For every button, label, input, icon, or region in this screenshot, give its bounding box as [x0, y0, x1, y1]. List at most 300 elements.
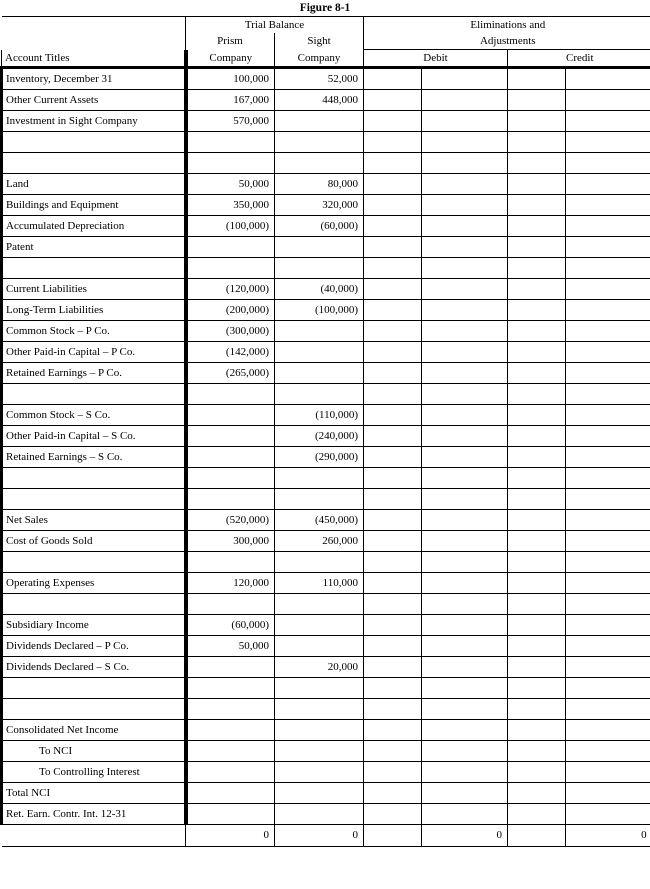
debit-amount-cell: [422, 279, 508, 300]
account-title-cell: Other Paid-in Capital – S Co.: [2, 426, 186, 447]
account-title-cell: Common Stock – P Co.: [2, 321, 186, 342]
prism-amount-cell: 350,000: [186, 195, 275, 216]
debit-amount-cell: [422, 783, 508, 804]
debit-amount-cell: [422, 447, 508, 468]
table-row: [2, 342, 650, 363]
sight-amount-cell: 20,000: [275, 657, 364, 678]
credit-amount-cell: [566, 531, 650, 552]
table-row: [2, 300, 650, 321]
credit-ref-cell: [508, 153, 566, 174]
account-title-cell: Retained Earnings – P Co.: [2, 363, 186, 384]
table-row: [2, 153, 650, 174]
table-row: [2, 678, 650, 699]
prism-amount-cell: (60,000): [186, 615, 275, 636]
debit-ref-cell: [364, 258, 422, 279]
credit-amount-cell: [566, 405, 650, 426]
credit-amount-cell: [566, 216, 650, 237]
debit-ref-cell: [364, 216, 422, 237]
account-title-cell: [2, 594, 186, 615]
sight-amount-cell: (450,000): [275, 510, 364, 531]
account-title-cell: [2, 153, 186, 174]
debit-ref-cell: [364, 741, 422, 762]
sight-amount-cell: [275, 762, 364, 783]
sight-amount-cell: [275, 594, 364, 615]
debit-amount-cell: [422, 594, 508, 615]
credit-ref-cell: [508, 783, 566, 804]
account-title-cell: Inventory, December 31: [2, 68, 186, 90]
sight-amount-cell: [275, 741, 364, 762]
account-title-cell: Consolidated Net Income: [2, 720, 186, 741]
table-row: [2, 489, 650, 510]
credit-amount-cell: [566, 237, 650, 258]
table-row: [2, 195, 650, 216]
credit-ref-cell: [508, 699, 566, 720]
prism-amount-cell: [186, 594, 275, 615]
prism-amount-cell: [186, 447, 275, 468]
sight-total-cell: 0: [275, 825, 364, 847]
credit-ref-cell: [508, 68, 566, 90]
debit-ref-cell: [364, 174, 422, 195]
debit-amount-cell: [422, 615, 508, 636]
credit-ref-cell: [508, 615, 566, 636]
header-row-3: [2, 50, 650, 68]
debit-amount-cell: [422, 363, 508, 384]
credit-ref-cell: [508, 531, 566, 552]
credit-amount-cell: [566, 783, 650, 804]
account-title-cell: [2, 132, 186, 153]
eliminations-header-line1: Eliminations and: [364, 17, 650, 34]
prism-amount-cell: [186, 426, 275, 447]
account-title-cell: Investment in Sight Company: [2, 111, 186, 132]
debit-amount-cell: [422, 237, 508, 258]
debit-ref-cell: [364, 657, 422, 678]
credit-ref-cell: [508, 405, 566, 426]
account-title-cell: Land: [2, 174, 186, 195]
table-row: [2, 237, 650, 258]
prism-amount-cell: [186, 699, 275, 720]
prism-amount-cell: [186, 153, 275, 174]
prism-amount-cell: [186, 762, 275, 783]
debit-ref-cell: [364, 552, 422, 573]
credit-amount-cell: [566, 468, 650, 489]
table-row: [2, 468, 650, 489]
credit-amount-cell: [566, 804, 650, 825]
sight-amount-cell: (40,000): [275, 279, 364, 300]
table-row: [2, 216, 650, 237]
table-row: [2, 279, 650, 300]
account-title-cell: Subsidiary Income: [2, 615, 186, 636]
credit-amount-cell: [566, 195, 650, 216]
eliminations-header-line2: Adjustments: [364, 33, 650, 50]
account-title-cell: Total NCI: [2, 783, 186, 804]
debit-ref-cell: [364, 762, 422, 783]
sight-amount-cell: 52,000: [275, 68, 364, 90]
table-row: [2, 657, 650, 678]
consolidation-worksheet: [0, 16, 650, 847]
credit-amount-cell: [566, 153, 650, 174]
prism-amount-cell: [186, 657, 275, 678]
sight-amount-cell: 448,000: [275, 90, 364, 111]
prism-amount-cell: (520,000): [186, 510, 275, 531]
credit-amount-cell: [566, 132, 650, 153]
sight-amount-cell: [275, 699, 364, 720]
table-row: [2, 68, 650, 90]
prism-amount-cell: [186, 405, 275, 426]
debit-ref-cell: [364, 195, 422, 216]
prism-header-line1: Prism: [186, 33, 275, 50]
debit-amount-cell: [422, 489, 508, 510]
debit-amount-cell: [422, 111, 508, 132]
prism-total-cell: 0: [186, 825, 275, 847]
debit-ref-cell: [364, 132, 422, 153]
debit-amount-cell: [422, 174, 508, 195]
credit-amount-cell: [566, 657, 650, 678]
prism-amount-cell: [186, 384, 275, 405]
sight-amount-cell: (60,000): [275, 216, 364, 237]
debit-amount-cell: [422, 762, 508, 783]
debit-amount-cell: [422, 657, 508, 678]
debit-ref-cell: [364, 510, 422, 531]
sight-header-line2: Company: [275, 50, 364, 68]
prism-amount-cell: (100,000): [186, 216, 275, 237]
account-title-cell: [2, 552, 186, 573]
table-row: [2, 174, 650, 195]
trial-balance-header: Trial Balance: [186, 17, 364, 34]
sight-amount-cell: [275, 720, 364, 741]
account-title-cell: Dividends Declared – P Co.: [2, 636, 186, 657]
credit-ref-cell: [508, 384, 566, 405]
credit-amount-cell: [566, 489, 650, 510]
debit-ref-cell: [364, 573, 422, 594]
prism-amount-cell: [186, 678, 275, 699]
credit-ref-cell: [508, 804, 566, 825]
table-row: [2, 531, 650, 552]
debit-ref-cell: [364, 111, 422, 132]
account-titles-header: Account Titles: [2, 50, 186, 68]
credit-header: Credit: [508, 50, 650, 68]
sight-amount-cell: (240,000): [275, 426, 364, 447]
debit-ref-cell: [364, 237, 422, 258]
debit-amount-cell: [422, 258, 508, 279]
debit-amount-cell: [422, 531, 508, 552]
sight-amount-cell: 110,000: [275, 573, 364, 594]
account-title-cell: Common Stock – S Co.: [2, 405, 186, 426]
account-title-cell: [2, 699, 186, 720]
debit-ref-cell: [364, 90, 422, 111]
prism-amount-cell: (200,000): [186, 300, 275, 321]
prism-amount-cell: 100,000: [186, 68, 275, 90]
account-title-cell: Buildings and Equipment: [2, 195, 186, 216]
debit-ref-cell: [364, 363, 422, 384]
account-title-cell: To Controlling Interest: [2, 762, 186, 783]
debit-amount-cell: [422, 68, 508, 90]
credit-amount-cell: [566, 678, 650, 699]
credit-amount-cell: [566, 174, 650, 195]
credit-ref-cell: [508, 468, 566, 489]
credit-ref-cell: [508, 426, 566, 447]
credit-amount-cell: [566, 594, 650, 615]
sight-amount-cell: 260,000: [275, 531, 364, 552]
credit-ref-cell: [508, 741, 566, 762]
prism-amount-cell: [186, 741, 275, 762]
totals-row: [2, 825, 650, 847]
prism-amount-cell: (265,000): [186, 363, 275, 384]
debit-amount-cell: [422, 741, 508, 762]
debit-ref-cell: [364, 426, 422, 447]
debit-amount-cell: [422, 510, 508, 531]
header-blank: [2, 17, 186, 34]
credit-amount-cell: [566, 615, 650, 636]
credit-amount-cell: [566, 636, 650, 657]
debit-amount-cell: [422, 153, 508, 174]
sight-amount-cell: [275, 468, 364, 489]
account-title-cell: Accumulated Depreciation: [2, 216, 186, 237]
credit-amount-cell: [566, 720, 650, 741]
credit-ref-cell: [508, 825, 566, 847]
credit-ref-cell: [508, 321, 566, 342]
table-row: [2, 111, 650, 132]
prism-amount-cell: [186, 720, 275, 741]
sight-header-line1: Sight: [275, 33, 364, 50]
sight-amount-cell: [275, 678, 364, 699]
debit-amount-cell: [422, 300, 508, 321]
credit-amount-cell: [566, 552, 650, 573]
prism-header-line2: Company: [186, 50, 275, 68]
credit-ref-cell: [508, 279, 566, 300]
credit-amount-cell: [566, 741, 650, 762]
sight-amount-cell: (290,000): [275, 447, 364, 468]
table-row: [2, 615, 650, 636]
sight-amount-cell: [275, 783, 364, 804]
sight-amount-cell: [275, 636, 364, 657]
credit-ref-cell: [508, 111, 566, 132]
sight-amount-cell: [275, 153, 364, 174]
sight-amount-cell: [275, 111, 364, 132]
table-row: [2, 594, 650, 615]
sight-amount-cell: (100,000): [275, 300, 364, 321]
table-row: [2, 741, 650, 762]
debit-ref-cell: [364, 804, 422, 825]
sight-amount-cell: [275, 384, 364, 405]
credit-ref-cell: [508, 447, 566, 468]
credit-ref-cell: [508, 720, 566, 741]
credit-ref-cell: [508, 300, 566, 321]
sight-amount-cell: 320,000: [275, 195, 364, 216]
debit-ref-cell: [364, 783, 422, 804]
credit-ref-cell: [508, 594, 566, 615]
credit-amount-cell: [566, 363, 650, 384]
table-row: [2, 552, 650, 573]
debit-amount-cell: [422, 804, 508, 825]
debit-total-cell: 0: [422, 825, 508, 847]
prism-amount-cell: 120,000: [186, 573, 275, 594]
credit-ref-cell: [508, 132, 566, 153]
prism-amount-cell: 167,000: [186, 90, 275, 111]
prism-amount-cell: [186, 783, 275, 804]
prism-amount-cell: [186, 132, 275, 153]
account-title-cell: [2, 468, 186, 489]
debit-amount-cell: [422, 678, 508, 699]
prism-amount-cell: (142,000): [186, 342, 275, 363]
table-row: [2, 132, 650, 153]
table-row: [2, 258, 650, 279]
credit-ref-cell: [508, 258, 566, 279]
debit-ref-cell: [364, 489, 422, 510]
debit-ref-cell: [364, 279, 422, 300]
debit-amount-cell: [422, 552, 508, 573]
account-title-cell: Operating Expenses: [2, 573, 186, 594]
table-row: [2, 699, 650, 720]
debit-amount-cell: [422, 699, 508, 720]
table-row: [2, 90, 650, 111]
table-row: [2, 636, 650, 657]
prism-amount-cell: (300,000): [186, 321, 275, 342]
prism-amount-cell: [186, 489, 275, 510]
sight-amount-cell: [275, 237, 364, 258]
credit-ref-cell: [508, 363, 566, 384]
table-row: [2, 447, 650, 468]
debit-ref-cell: [364, 384, 422, 405]
debit-ref-cell: [364, 636, 422, 657]
debit-ref-cell: [364, 321, 422, 342]
prism-amount-cell: [186, 237, 275, 258]
debit-amount-cell: [422, 426, 508, 447]
credit-ref-cell: [508, 573, 566, 594]
credit-amount-cell: [566, 68, 650, 90]
account-title-cell: Other Paid-in Capital – P Co.: [2, 342, 186, 363]
credit-ref-cell: [508, 762, 566, 783]
credit-ref-cell: [508, 237, 566, 258]
account-title-cell: Ret. Earn. Contr. Int. 12-31: [2, 804, 186, 825]
debit-ref-cell: [364, 468, 422, 489]
account-title-cell: Other Current Assets: [2, 90, 186, 111]
credit-amount-cell: [566, 279, 650, 300]
totals-label-cell: [2, 825, 186, 847]
debit-ref-cell: [364, 342, 422, 363]
debit-ref-cell: [364, 300, 422, 321]
account-title-cell: Patent: [2, 237, 186, 258]
prism-amount-cell: 50,000: [186, 174, 275, 195]
debit-amount-cell: [422, 132, 508, 153]
credit-amount-cell: [566, 90, 650, 111]
table-row: [2, 363, 650, 384]
sight-amount-cell: [275, 132, 364, 153]
debit-ref-cell: [364, 594, 422, 615]
sight-amount-cell: 80,000: [275, 174, 364, 195]
figure-title: Figure 8-1: [299, 2, 351, 14]
header-row-2: [2, 33, 650, 50]
credit-amount-cell: [566, 699, 650, 720]
credit-amount-cell: [566, 573, 650, 594]
debit-amount-cell: [422, 195, 508, 216]
account-title-cell: Cost of Goods Sold: [2, 531, 186, 552]
credit-amount-cell: [566, 300, 650, 321]
table-row: [2, 573, 650, 594]
credit-ref-cell: [508, 216, 566, 237]
debit-amount-cell: [422, 321, 508, 342]
account-title-cell: [2, 678, 186, 699]
debit-amount-cell: [422, 468, 508, 489]
credit-amount-cell: [566, 762, 650, 783]
sight-amount-cell: [275, 489, 364, 510]
debit-ref-cell: [364, 720, 422, 741]
debit-ref-cell: [364, 825, 422, 847]
table-row: [2, 384, 650, 405]
prism-amount-cell: [186, 258, 275, 279]
sight-amount-cell: [275, 342, 364, 363]
header-blank: [2, 33, 186, 50]
account-title-cell: Current Liabilities: [2, 279, 186, 300]
table-row: [2, 405, 650, 426]
debit-amount-cell: [422, 90, 508, 111]
table-row: [2, 720, 650, 741]
credit-ref-cell: [508, 636, 566, 657]
account-title-cell: To NCI: [2, 741, 186, 762]
sight-amount-cell: [275, 363, 364, 384]
table-row: [2, 804, 650, 825]
debit-amount-cell: [422, 720, 508, 741]
table-row: [2, 783, 650, 804]
debit-ref-cell: [364, 615, 422, 636]
prism-amount-cell: 50,000: [186, 636, 275, 657]
credit-ref-cell: [508, 489, 566, 510]
credit-amount-cell: [566, 342, 650, 363]
debit-amount-cell: [422, 636, 508, 657]
credit-amount-cell: [566, 258, 650, 279]
account-title-cell: Net Sales: [2, 510, 186, 531]
prism-amount-cell: 570,000: [186, 111, 275, 132]
debit-ref-cell: [364, 699, 422, 720]
account-title-cell: Dividends Declared – S Co.: [2, 657, 186, 678]
prism-amount-cell: 300,000: [186, 531, 275, 552]
prism-amount-cell: [186, 552, 275, 573]
credit-amount-cell: [566, 111, 650, 132]
account-title-cell: [2, 384, 186, 405]
table-row: [2, 762, 650, 783]
credit-ref-cell: [508, 195, 566, 216]
account-title-cell: [2, 258, 186, 279]
credit-ref-cell: [508, 342, 566, 363]
account-title-cell: Long-Term Liabilities: [2, 300, 186, 321]
prism-amount-cell: [186, 804, 275, 825]
prism-amount-cell: (120,000): [186, 279, 275, 300]
credit-amount-cell: [566, 384, 650, 405]
prism-amount-cell: [186, 468, 275, 489]
debit-ref-cell: [364, 678, 422, 699]
credit-ref-cell: [508, 657, 566, 678]
sight-amount-cell: [275, 552, 364, 573]
sight-amount-cell: (110,000): [275, 405, 364, 426]
debit-header: Debit: [364, 50, 508, 68]
credit-amount-cell: [566, 510, 650, 531]
credit-ref-cell: [508, 678, 566, 699]
account-title-cell: Retained Earnings – S Co.: [2, 447, 186, 468]
credit-ref-cell: [508, 510, 566, 531]
credit-amount-cell: [566, 426, 650, 447]
table-row: [2, 321, 650, 342]
debit-amount-cell: [422, 573, 508, 594]
sight-amount-cell: [275, 804, 364, 825]
debit-amount-cell: [422, 216, 508, 237]
debit-ref-cell: [364, 153, 422, 174]
credit-ref-cell: [508, 552, 566, 573]
credit-ref-cell: [508, 90, 566, 111]
sight-amount-cell: [275, 615, 364, 636]
credit-total-cell: 0: [566, 825, 650, 847]
debit-amount-cell: [422, 405, 508, 426]
debit-amount-cell: [422, 384, 508, 405]
sight-amount-cell: [275, 321, 364, 342]
